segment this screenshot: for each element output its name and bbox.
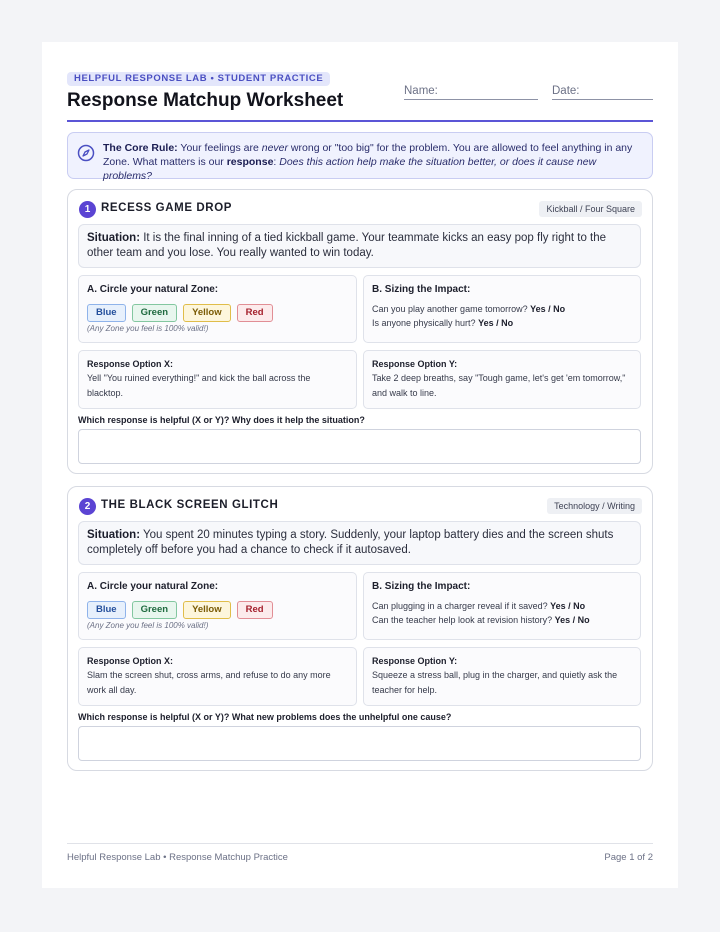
option-x-heading: Response Option X: (87, 656, 174, 666)
zone-chip-yellow[interactable]: Yellow (183, 601, 231, 619)
zone-note: (Any Zone you feel is 100% valid!) (87, 324, 209, 333)
zone-chip-green[interactable]: Green (132, 601, 177, 619)
yes-no-choice[interactable]: Yes / No (554, 615, 590, 625)
impact-heading: B. Sizing the Impact: (372, 581, 471, 592)
option-x-text: Slam the screen shut, cross arms, and refuse to do any more work all day. (87, 670, 331, 695)
zone-section (78, 275, 357, 343)
header-divider (67, 120, 653, 122)
impact-section (363, 572, 641, 640)
zone-chip-red[interactable]: Red (237, 304, 273, 322)
zone-chip-red[interactable]: Red (237, 601, 273, 619)
footer-title: Helpful Response Lab • Response Matchup Practice (67, 852, 288, 863)
response-option-x (78, 647, 357, 706)
scenario-card-1 (67, 189, 653, 474)
zone-chips (87, 599, 279, 617)
zone-chip-blue[interactable]: Blue (87, 601, 126, 619)
zone-chip-green[interactable]: Green (132, 304, 177, 322)
scenario-title: RECESS GAME DROP (101, 202, 233, 214)
option-y-heading: Response Option Y: (372, 656, 458, 666)
answer-box[interactable] (78, 726, 641, 761)
core-rule-callout (67, 132, 653, 182)
option-x-heading: Response Option X: (87, 359, 174, 369)
yes-no-choice[interactable]: Yes / No (530, 304, 566, 314)
scenario-number: 1 (79, 201, 96, 218)
scenario-title: THE BLACK SCREEN GLITCH (101, 499, 279, 511)
impact-question-text: Can the teacher help look at revision history? (372, 615, 555, 625)
impact-question (372, 599, 632, 613)
core-rule-emphasis: never (261, 142, 289, 154)
response-option-y (363, 647, 641, 706)
date-field[interactable] (552, 84, 653, 100)
core-rule-text (103, 141, 643, 183)
core-rule-part: wrong or "too big" for the problem. You are allowed to feel anything in any Zone. What matters is our (103, 142, 633, 168)
impact-question (372, 613, 632, 627)
scenario-card-2 (67, 486, 653, 771)
impact-question (372, 316, 632, 330)
yes-no-choice[interactable]: Yes / No (478, 318, 514, 328)
core-rule-question: Does this action help make the situation better, or does it cause new problems? (103, 156, 597, 182)
scenario-tag: Technology / Writing (547, 498, 642, 514)
situation-text: You spent 20 minutes typing a story. Suddenly, your laptop battery dies and the screen shuts completely off before you had a chance to check if it autosaved. (87, 529, 614, 556)
option-y-text: Squeeze a stress ball, plug in the charger, and quietly ask the teacher for help. (372, 670, 618, 695)
impact-section (363, 275, 641, 343)
situation-box (78, 224, 641, 268)
impact-questions (372, 599, 632, 627)
situation-label: Situation: (87, 232, 141, 244)
worksheet-header (67, 72, 653, 122)
worksheet-page (42, 42, 678, 888)
option-y-heading: Response Option Y: (372, 359, 458, 369)
compass-icon (77, 144, 95, 162)
footer-divider (67, 843, 653, 844)
core-rule-part: Your feelings are (177, 142, 262, 154)
page-title: Response Matchup Worksheet (67, 90, 344, 111)
reflection-question: Which response is helpful (X or Y)? What new problems does the unhelpful one cause? (78, 712, 452, 722)
zone-chips (87, 302, 279, 320)
impact-question-text: Is anyone physically hurt? (372, 318, 479, 328)
impact-question-text: Can plugging in a charger reveal if it saved? (372, 601, 551, 611)
response-option-x (78, 350, 357, 409)
option-x-text: Yell "You ruined everything!" and kick the ball across the blacktop. (87, 373, 311, 398)
name-label: Name: (404, 85, 438, 97)
impact-question-text: Can you play another game tomorrow? (372, 304, 531, 314)
situation-text: It is the final inning of a tied kickball game. Your teammate kicks an easy pop fly right to the other team and you lose. You really wanted to win today. (87, 232, 607, 259)
core-rule-label: The Core Rule: (103, 142, 178, 154)
zone-note: (Any Zone you feel is 100% valid!) (87, 621, 209, 630)
zone-chip-yellow[interactable]: Yellow (183, 304, 231, 322)
zone-heading: A. Circle your natural Zone: (87, 581, 219, 592)
page-number: Page 1 of 2 (604, 852, 653, 863)
situation-label: Situation: (87, 529, 141, 541)
impact-heading: B. Sizing the Impact: (372, 284, 471, 295)
reflection-question: Which response is helpful (X or Y)? Why does it help the situation? (78, 415, 365, 425)
impact-question (372, 302, 632, 316)
scenario-number: 2 (79, 498, 96, 515)
core-rule-part: : (273, 156, 280, 168)
core-rule-emphasis: response (226, 156, 274, 168)
response-option-y (363, 350, 641, 409)
scenario-tag: Kickball / Four Square (539, 201, 642, 217)
zone-section (78, 572, 357, 640)
name-field[interactable] (404, 84, 538, 100)
answer-box[interactable] (78, 429, 641, 464)
date-label: Date: (552, 85, 580, 97)
option-y-text: Take 2 deep breaths, say "Tough game, let's get 'em tomorrow," and walk to line. (372, 373, 626, 398)
situation-box (78, 521, 641, 565)
impact-questions (372, 302, 632, 330)
zone-chip-blue[interactable]: Blue (87, 304, 126, 322)
program-badge: HELPFUL RESPONSE LAB • STUDENT PRACTICE (67, 72, 330, 86)
zone-heading: A. Circle your natural Zone: (87, 284, 219, 295)
yes-no-choice[interactable]: Yes / No (550, 601, 586, 611)
